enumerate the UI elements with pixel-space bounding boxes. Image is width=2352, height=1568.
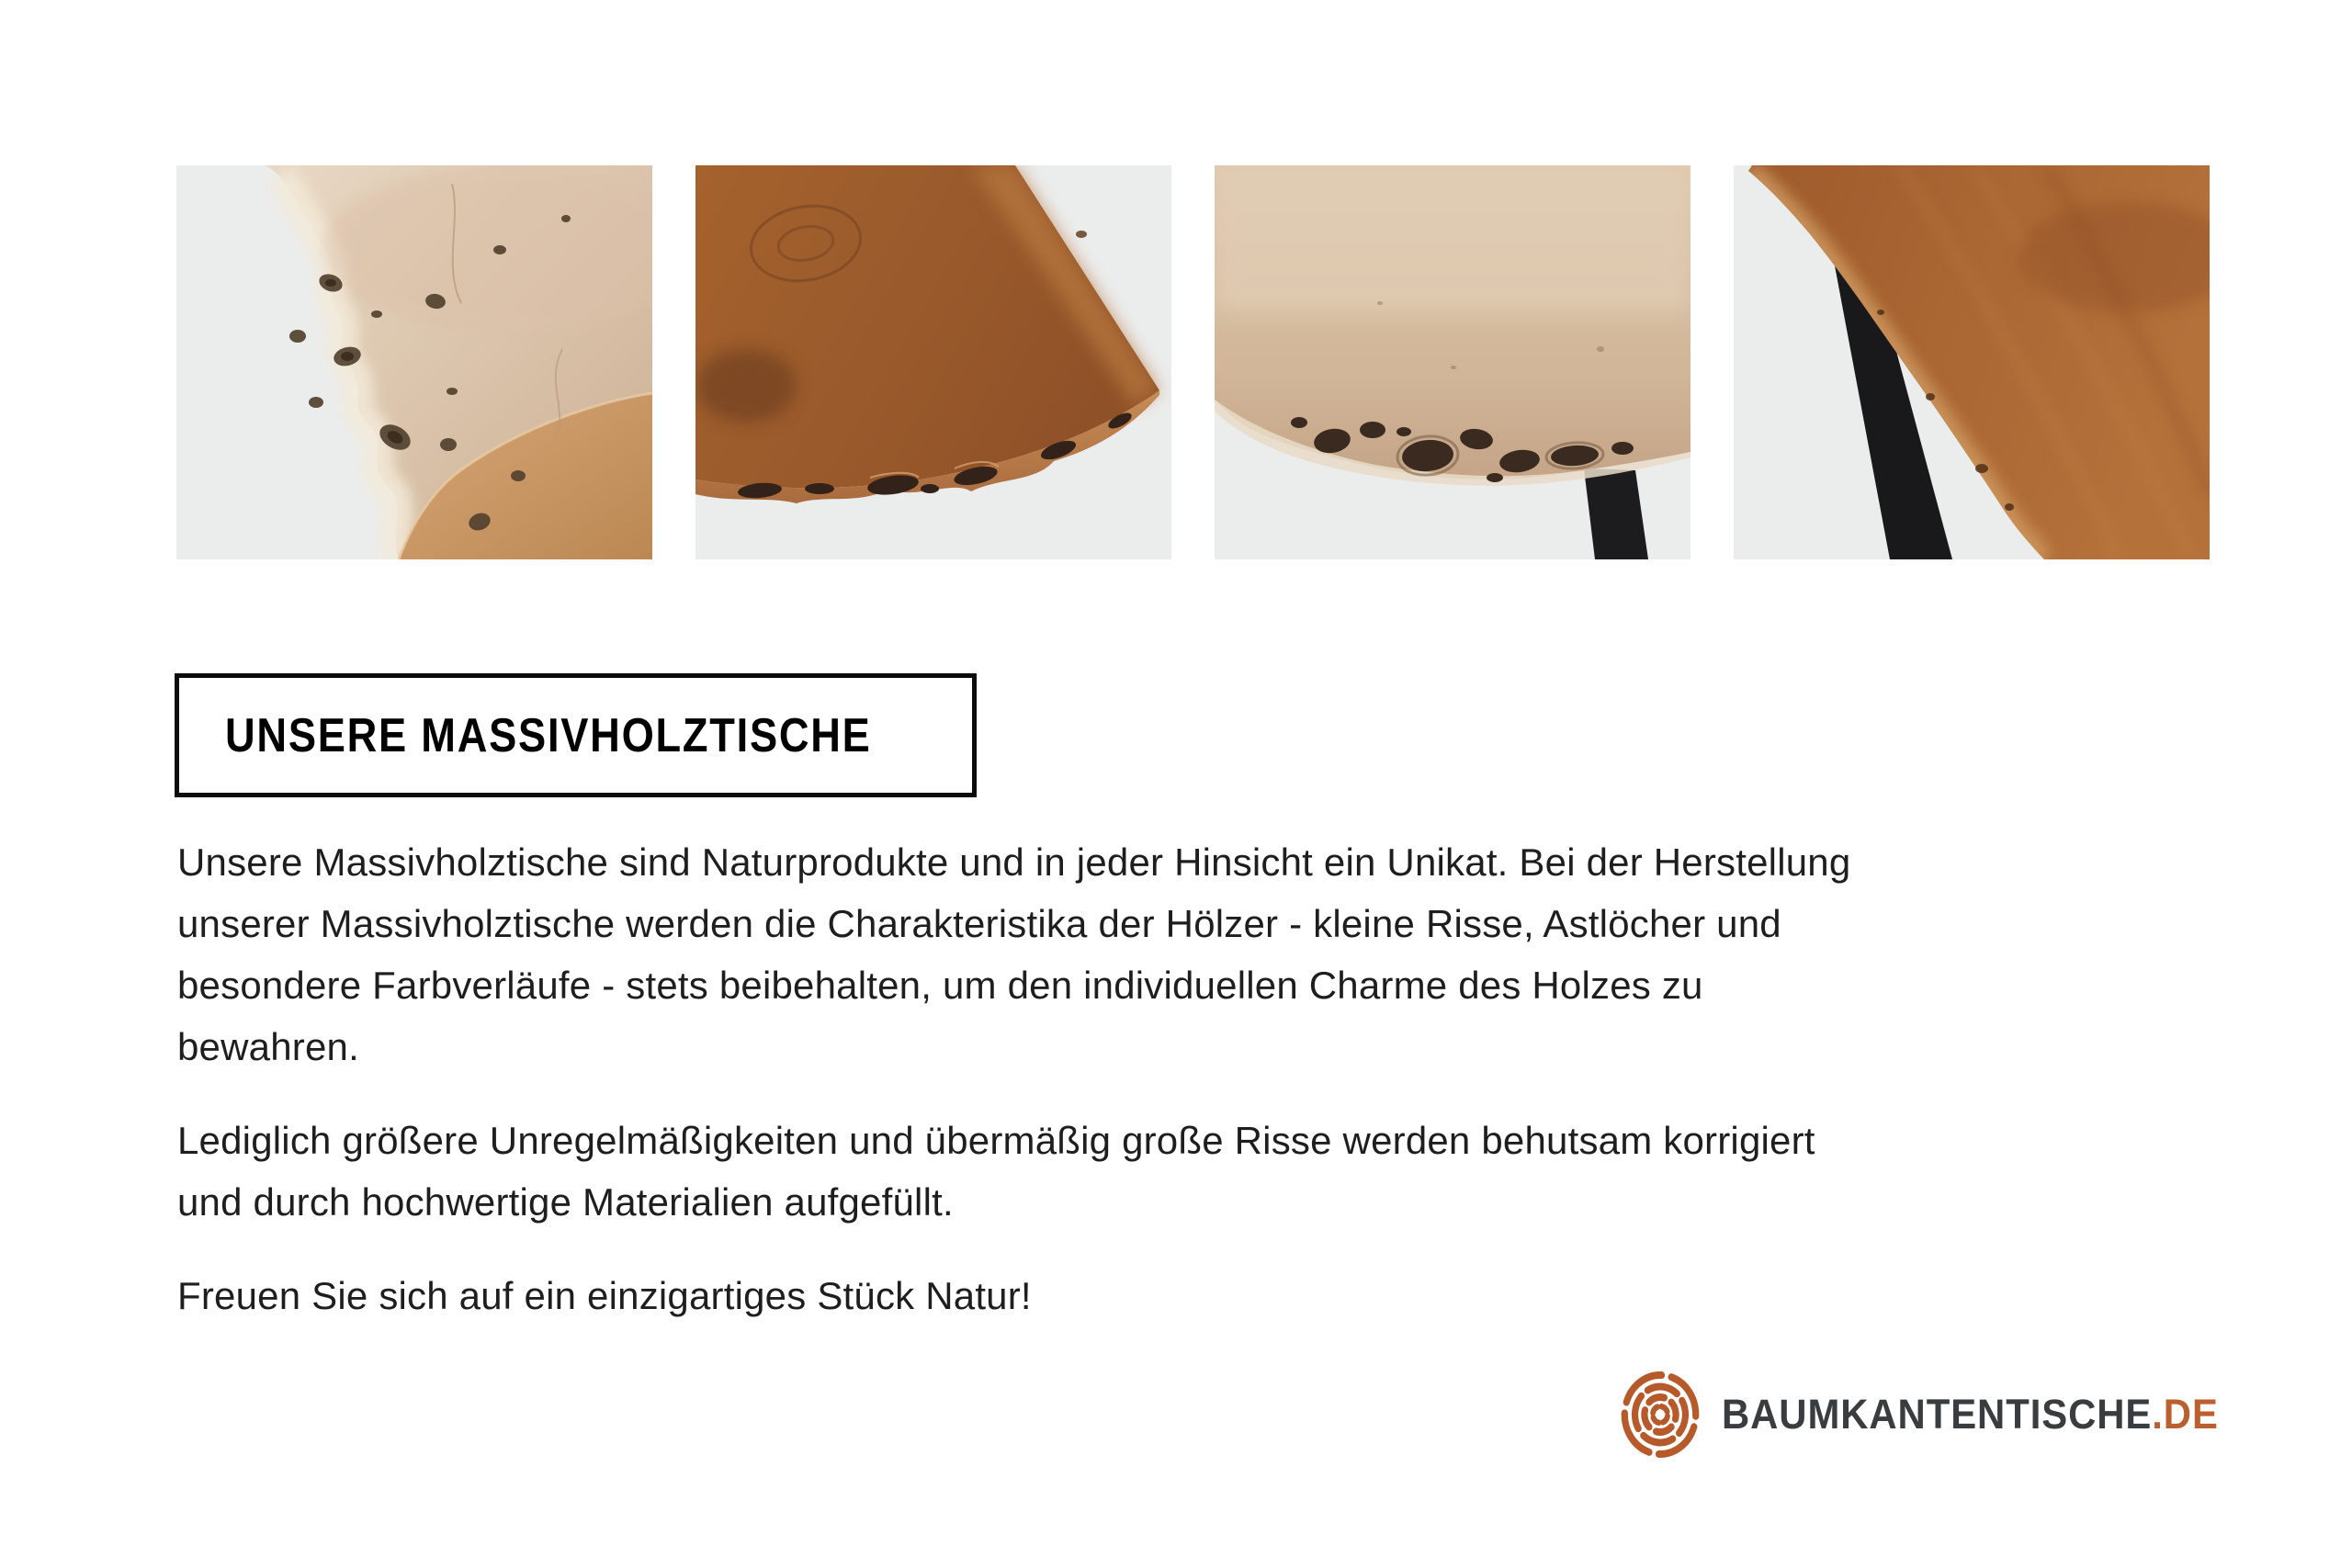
brand-name	[1722, 1391, 2219, 1438]
paragraph-2	[177, 1110, 1850, 1233]
paragraph-1-line-1: Unsere Massivholztische sind Naturprodukte und in jeder Hinsicht ein Unikat. Bei der Herstellung	[177, 840, 1851, 884]
brand-logo[interactable]	[1619, 1369, 2256, 1461]
tree-rings-icon	[1619, 1369, 1702, 1461]
brown-live-edge-image	[695, 165, 1171, 559]
brand-name-main: BAUMKANTENTISCHE	[1722, 1391, 2153, 1438]
product-photo-2	[695, 165, 1171, 559]
paragraph-2-line-1: Lediglich größere Unregelmäßigkeiten und übermäßig große Risse werden behutsam korrigiert	[177, 1119, 1815, 1162]
product-photo-1	[176, 165, 652, 559]
light-edge-metal-leg-image	[1215, 165, 1690, 559]
photo-strip	[176, 165, 2210, 559]
product-photo-4	[1734, 165, 2210, 559]
paragraph-1-line-2: unserer Massivholztische werden die Charakteristika der Hölzer - kleine Risse, Astlöcher und	[177, 902, 1781, 945]
paragraph-1	[177, 831, 1850, 1077]
bleached-burl-corner-image	[176, 165, 652, 559]
paragraph-3	[177, 1265, 1850, 1326]
paragraph-3-line-1: Freuen Sie sich auf ein einzigartiges Stück Natur!	[177, 1274, 1032, 1317]
paragraph-1-line-4: bewahren.	[177, 1025, 359, 1068]
paragraph-2-line-2: und durch hochwertige Materialien aufgefüllt.	[177, 1180, 954, 1224]
body-copy	[177, 831, 1850, 1359]
product-photo-3	[1215, 165, 1690, 559]
section-heading: UNSERE MASSIVHOLZTISCHE	[225, 708, 872, 762]
brand-name-tld: .DE	[2152, 1391, 2219, 1438]
section-heading-box	[175, 673, 977, 797]
warm-top-metal-leg-image	[1734, 165, 2210, 559]
paragraph-1-line-3: besondere Farbverläufe - stets beibehalten, um den individuellen Charme des Holzes zu	[177, 964, 1703, 1007]
